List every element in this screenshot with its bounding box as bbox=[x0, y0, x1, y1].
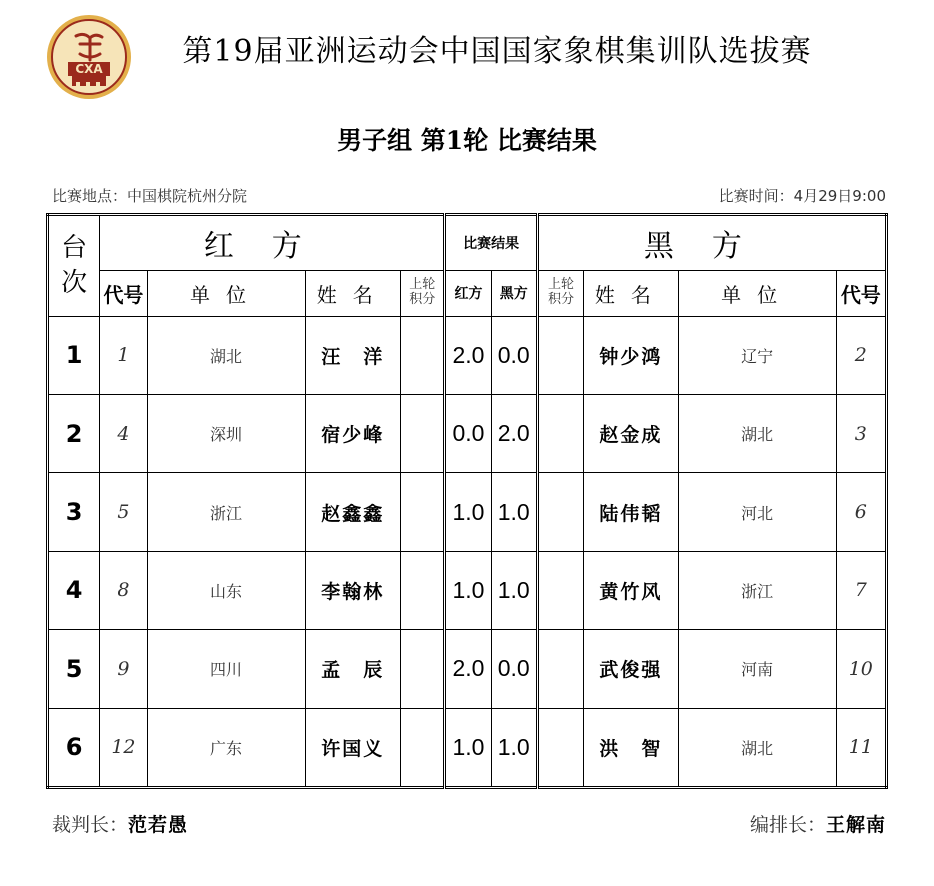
red-score: 0.0 bbox=[445, 394, 491, 472]
black-code: 11 bbox=[836, 708, 886, 787]
black-prev-points bbox=[537, 316, 583, 394]
red-score: 2.0 bbox=[445, 630, 491, 708]
board-number: 6 bbox=[48, 708, 100, 787]
black-code: 2 bbox=[836, 316, 886, 394]
red-unit: 四川 bbox=[147, 630, 305, 708]
black-player: 黄竹风 bbox=[584, 551, 679, 629]
arbiter: 编排长：王解南 bbox=[749, 814, 886, 836]
red-player: 赵鑫鑫 bbox=[305, 473, 401, 551]
red-code: 9 bbox=[100, 630, 147, 708]
red-prev-points bbox=[401, 473, 445, 551]
black-prev-points bbox=[537, 551, 583, 629]
red-score: 1.0 bbox=[445, 551, 491, 629]
red-code: 4 bbox=[100, 394, 147, 472]
black-unit: 河南 bbox=[678, 630, 836, 708]
black-player: 陆伟韬 bbox=[584, 473, 679, 551]
black-unit: 湖北 bbox=[678, 708, 836, 787]
black-unit: 湖北 bbox=[678, 394, 836, 472]
black-score-header: 黑方 bbox=[491, 271, 537, 316]
red-code: 12 bbox=[100, 708, 147, 787]
board-number: 5 bbox=[48, 630, 100, 708]
table-row bbox=[48, 394, 887, 472]
black-score: 1.0 bbox=[491, 551, 537, 629]
black-code: 7 bbox=[836, 551, 886, 629]
black-code: 10 bbox=[836, 630, 886, 708]
red-prev-points-header: 上轮 积分 bbox=[401, 271, 445, 316]
black-prev-points bbox=[537, 630, 583, 708]
red-player: 许国义 bbox=[305, 708, 401, 787]
black-score: 1.0 bbox=[491, 473, 537, 551]
red-code-header: 代号 bbox=[100, 271, 147, 316]
black-prev-points bbox=[537, 708, 583, 787]
black-code-header: 代号 bbox=[836, 271, 886, 316]
red-prev-points bbox=[401, 630, 445, 708]
red-name-header: 姓名 bbox=[305, 271, 401, 316]
black-code: 6 bbox=[836, 473, 886, 551]
page-subtitle: 男子组 第1轮 比赛结果 bbox=[337, 126, 597, 155]
black-unit: 辽宁 bbox=[678, 316, 836, 394]
red-score: 1.0 bbox=[445, 708, 491, 787]
red-code: 1 bbox=[100, 316, 147, 394]
board-number: 4 bbox=[48, 551, 100, 629]
black-player: 洪 智 bbox=[584, 708, 679, 787]
red-prev-points bbox=[401, 316, 445, 394]
table-row bbox=[48, 551, 887, 629]
black-score: 2.0 bbox=[491, 394, 537, 472]
black-unit: 浙江 bbox=[678, 551, 836, 629]
black-score: 1.0 bbox=[491, 708, 537, 787]
black-prev-points bbox=[537, 473, 583, 551]
board-number: 3 bbox=[48, 473, 100, 551]
chief-referee: 裁判长：范若愚 bbox=[52, 814, 189, 836]
table-row bbox=[48, 708, 887, 787]
black-name-header: 姓名 bbox=[584, 271, 679, 316]
black-unit-header: 单位 bbox=[678, 271, 836, 316]
table-row bbox=[48, 473, 887, 551]
black-player: 赵金成 bbox=[584, 394, 679, 472]
red-player: 孟 辰 bbox=[305, 630, 401, 708]
black-side-header: 黑方 bbox=[537, 215, 886, 271]
red-player: 李翰林 bbox=[305, 551, 401, 629]
red-score: 1.0 bbox=[445, 473, 491, 551]
board-number: 2 bbox=[48, 394, 100, 472]
red-player: 宿少峰 bbox=[305, 394, 401, 472]
time-info: 比赛时间：4月29日9:00 bbox=[718, 187, 886, 205]
red-score-header: 红方 bbox=[445, 271, 491, 316]
red-prev-points bbox=[401, 551, 445, 629]
red-unit: 浙江 bbox=[147, 473, 305, 551]
red-prev-points bbox=[401, 394, 445, 472]
black-prev-points-header: 上轮 积分 bbox=[537, 271, 583, 316]
black-code: 3 bbox=[836, 394, 886, 472]
result-header: 比赛结果 bbox=[445, 215, 538, 271]
black-prev-points bbox=[537, 394, 583, 472]
red-prev-points bbox=[401, 708, 445, 787]
red-unit: 山东 bbox=[147, 551, 305, 629]
black-unit: 河北 bbox=[678, 473, 836, 551]
venue-info: 比赛地点：中国棋院杭州分院 bbox=[52, 187, 248, 205]
black-score: 0.0 bbox=[491, 316, 537, 394]
page-title: 第19届亚洲运动会中国国家象棋集训队选拔赛 bbox=[182, 34, 812, 69]
board-header: 台次 bbox=[48, 215, 100, 317]
svg-text:CXA: CXA bbox=[75, 62, 103, 76]
table-row bbox=[48, 316, 887, 394]
black-score: 0.0 bbox=[491, 630, 537, 708]
red-code: 8 bbox=[100, 551, 147, 629]
red-side-header: 红方 bbox=[100, 215, 445, 271]
black-player: 钟少鸿 bbox=[584, 316, 679, 394]
red-unit-header: 单位 bbox=[147, 271, 305, 316]
red-code: 5 bbox=[100, 473, 147, 551]
results-body bbox=[48, 215, 887, 788]
board-number: 1 bbox=[48, 316, 100, 394]
black-player: 武俊强 bbox=[584, 630, 679, 708]
red-score: 2.0 bbox=[445, 316, 491, 394]
red-unit: 湖北 bbox=[147, 316, 305, 394]
red-player: 汪 洋 bbox=[305, 316, 401, 394]
red-unit: 广东 bbox=[147, 708, 305, 787]
red-unit: 深圳 bbox=[147, 394, 305, 472]
results-table bbox=[46, 213, 888, 789]
table-row bbox=[48, 630, 887, 708]
